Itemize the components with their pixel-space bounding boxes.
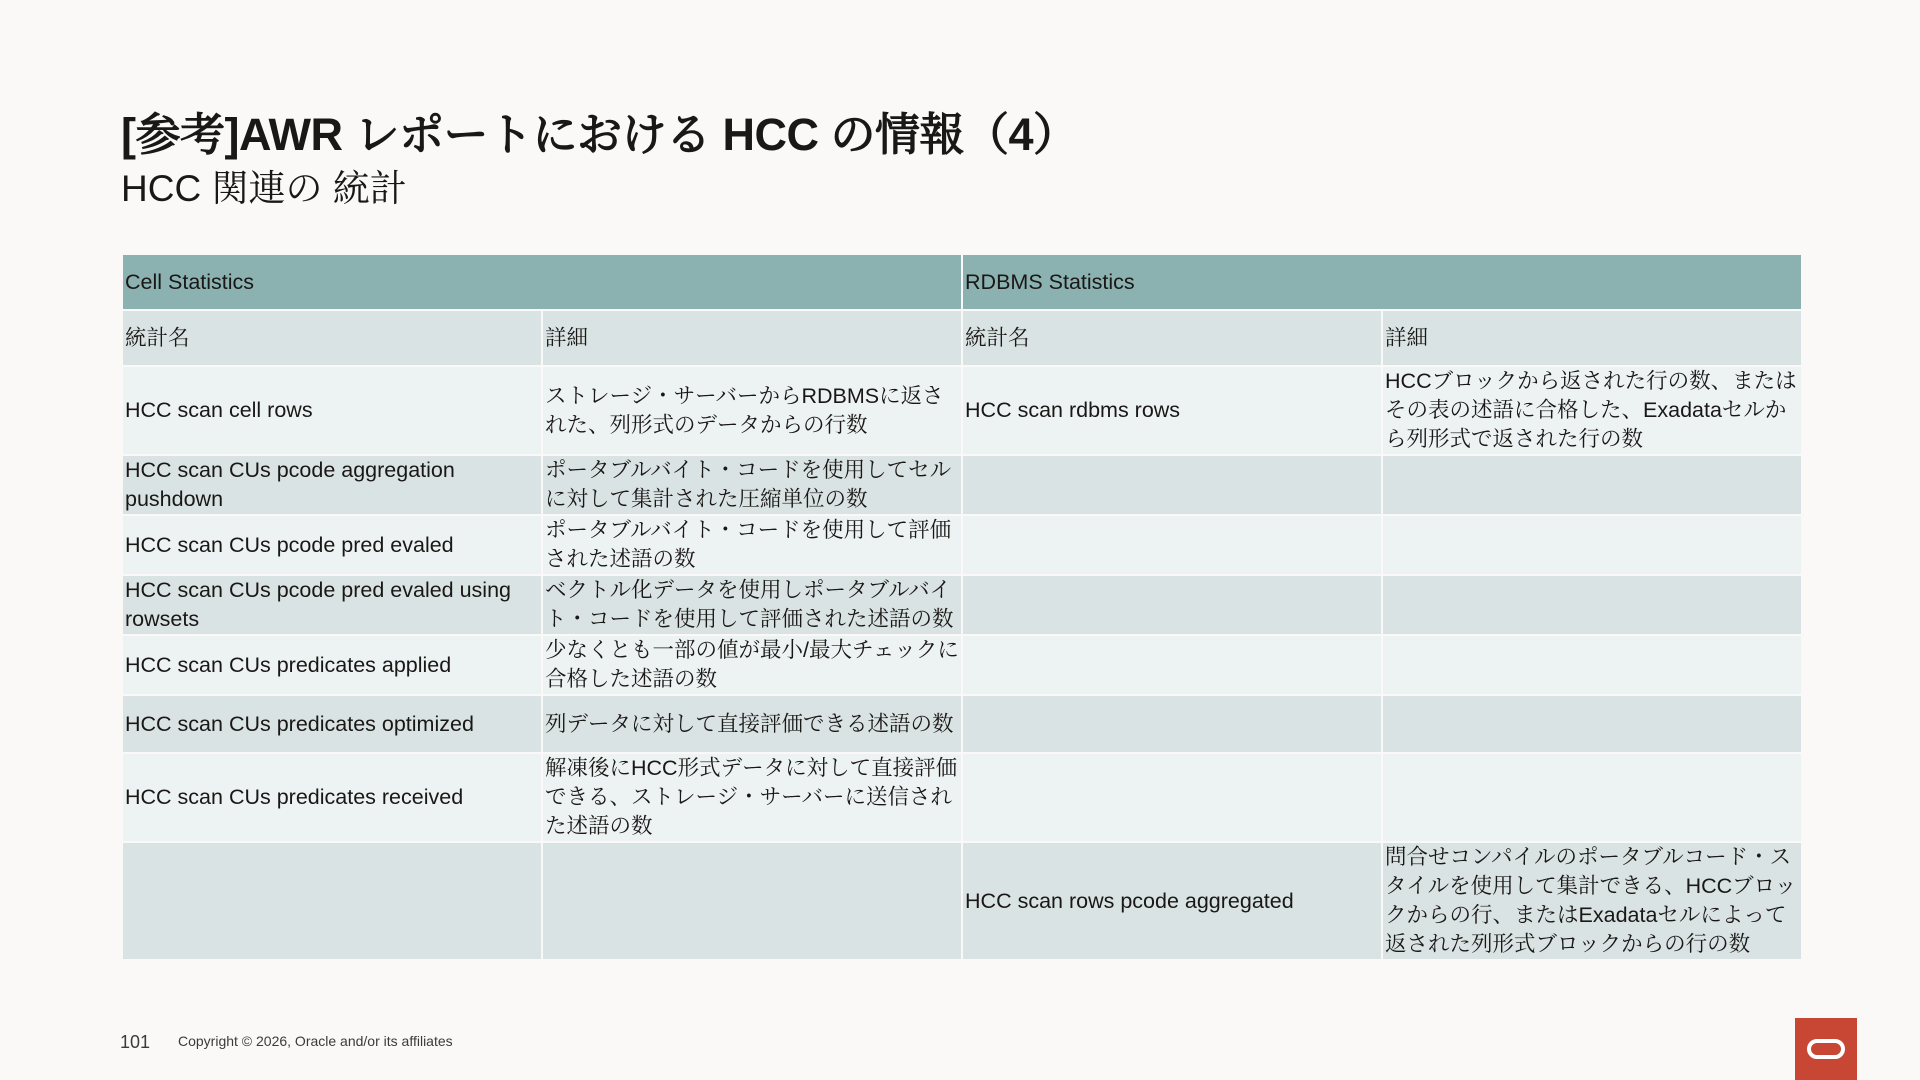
cell-stat-name: HCC scan CUs predicates optimized — [122, 695, 542, 753]
group-header-cell-statistics: Cell Statistics — [122, 254, 962, 310]
cell-stat-name: HCC scan CUs predicates received — [122, 753, 542, 842]
rdbms-stat-detail — [1382, 575, 1802, 635]
column-header-rdbms-stat-name: 統計名 — [962, 310, 1382, 366]
cell-stat-detail: ポータブルバイト・コードを使用してセルに対して集計された圧縮単位の数 — [542, 455, 962, 515]
copyright-notice: Copyright © 2026, Oracle and/or its affiliates — [178, 1033, 453, 1049]
oracle-logo-shape — [1806, 1038, 1846, 1060]
cell-stat-detail — [542, 842, 962, 960]
cell-stat-name — [122, 842, 542, 960]
cell-stat-name: HCC scan CUs pcode pred evaled — [122, 515, 542, 575]
cell-stat-detail: 列データに対して直接評価できる述語の数 — [542, 695, 962, 753]
table-row — [122, 515, 1802, 575]
cell-stat-name: HCC scan CUs pcode pred evaled using rowsets — [122, 575, 542, 635]
rdbms-stat-name — [962, 753, 1382, 842]
cell-stat-detail: ポータブルバイト・コードを使用して評価された述語の数 — [542, 515, 962, 575]
rdbms-stat-detail — [1382, 455, 1802, 515]
rdbms-stat-detail — [1382, 635, 1802, 695]
rdbms-stat-name — [962, 695, 1382, 753]
rdbms-stat-detail — [1382, 695, 1802, 753]
rdbms-stat-detail: HCCブロックから返された行の数、またはその表の述語に合格した、Exadataセルから列形式で返された行の数 — [1382, 366, 1802, 455]
table-row — [122, 575, 1802, 635]
rdbms-stat-detail — [1382, 753, 1802, 842]
cell-stat-detail: 解凍後にHCC形式データに対して直接評価できる、ストレージ・サーバーに送信された述語の数 — [542, 753, 962, 842]
cell-stat-detail: 少なくとも一部の値が最小/最大チェックに合格した述語の数 — [542, 635, 962, 695]
rdbms-stat-name: HCC scan rows pcode aggregated — [962, 842, 1382, 960]
slide-title: [参考]AWR レポートにおける HCC の情報（4） — [121, 109, 1078, 160]
cell-stat-name: HCC scan cell rows — [122, 366, 542, 455]
table-row — [122, 635, 1802, 695]
table-row — [122, 366, 1802, 455]
statistics-table — [121, 253, 1803, 961]
table-row — [122, 455, 1802, 515]
table-row — [122, 842, 1802, 960]
group-header-row — [122, 254, 1802, 310]
column-header-rdbms-detail: 詳細 — [1382, 310, 1802, 366]
rdbms-stat-name: HCC scan rdbms rows — [962, 366, 1382, 455]
table-row — [122, 695, 1802, 753]
cell-stat-detail: ベクトル化データを使用しポータブルバイト・コードを使用して評価された述語の数 — [542, 575, 962, 635]
cell-stat-name: HCC scan CUs pcode aggregation pushdown — [122, 455, 542, 515]
cell-stat-name: HCC scan CUs predicates applied — [122, 635, 542, 695]
rdbms-stat-name — [962, 575, 1382, 635]
rdbms-stat-name — [962, 455, 1382, 515]
rdbms-stat-name — [962, 635, 1382, 695]
rdbms-stat-name — [962, 515, 1382, 575]
page-number: 101 — [120, 1032, 151, 1052]
oracle-logo-icon — [1795, 1018, 1857, 1080]
cell-stat-detail: ストレージ・サーバーからRDBMSに返された、列形式のデータからの行数 — [542, 366, 962, 455]
table-row — [122, 753, 1802, 842]
rdbms-stat-detail — [1382, 515, 1802, 575]
column-header-cell-stat-name: 統計名 — [122, 310, 542, 366]
column-header-cell-detail: 詳細 — [542, 310, 962, 366]
group-header-rdbms-statistics: RDBMS Statistics — [962, 254, 1802, 310]
rdbms-stat-detail: 問合せコンパイルのポータブルコード・スタイルを使用して集計できる、HCCブロックからの行、またはExadataセルによって返された列形式ブロックからの行の数 — [1382, 842, 1802, 960]
column-header-row — [122, 310, 1802, 366]
slide-subtitle: HCC 関連の 統計 — [121, 168, 407, 209]
